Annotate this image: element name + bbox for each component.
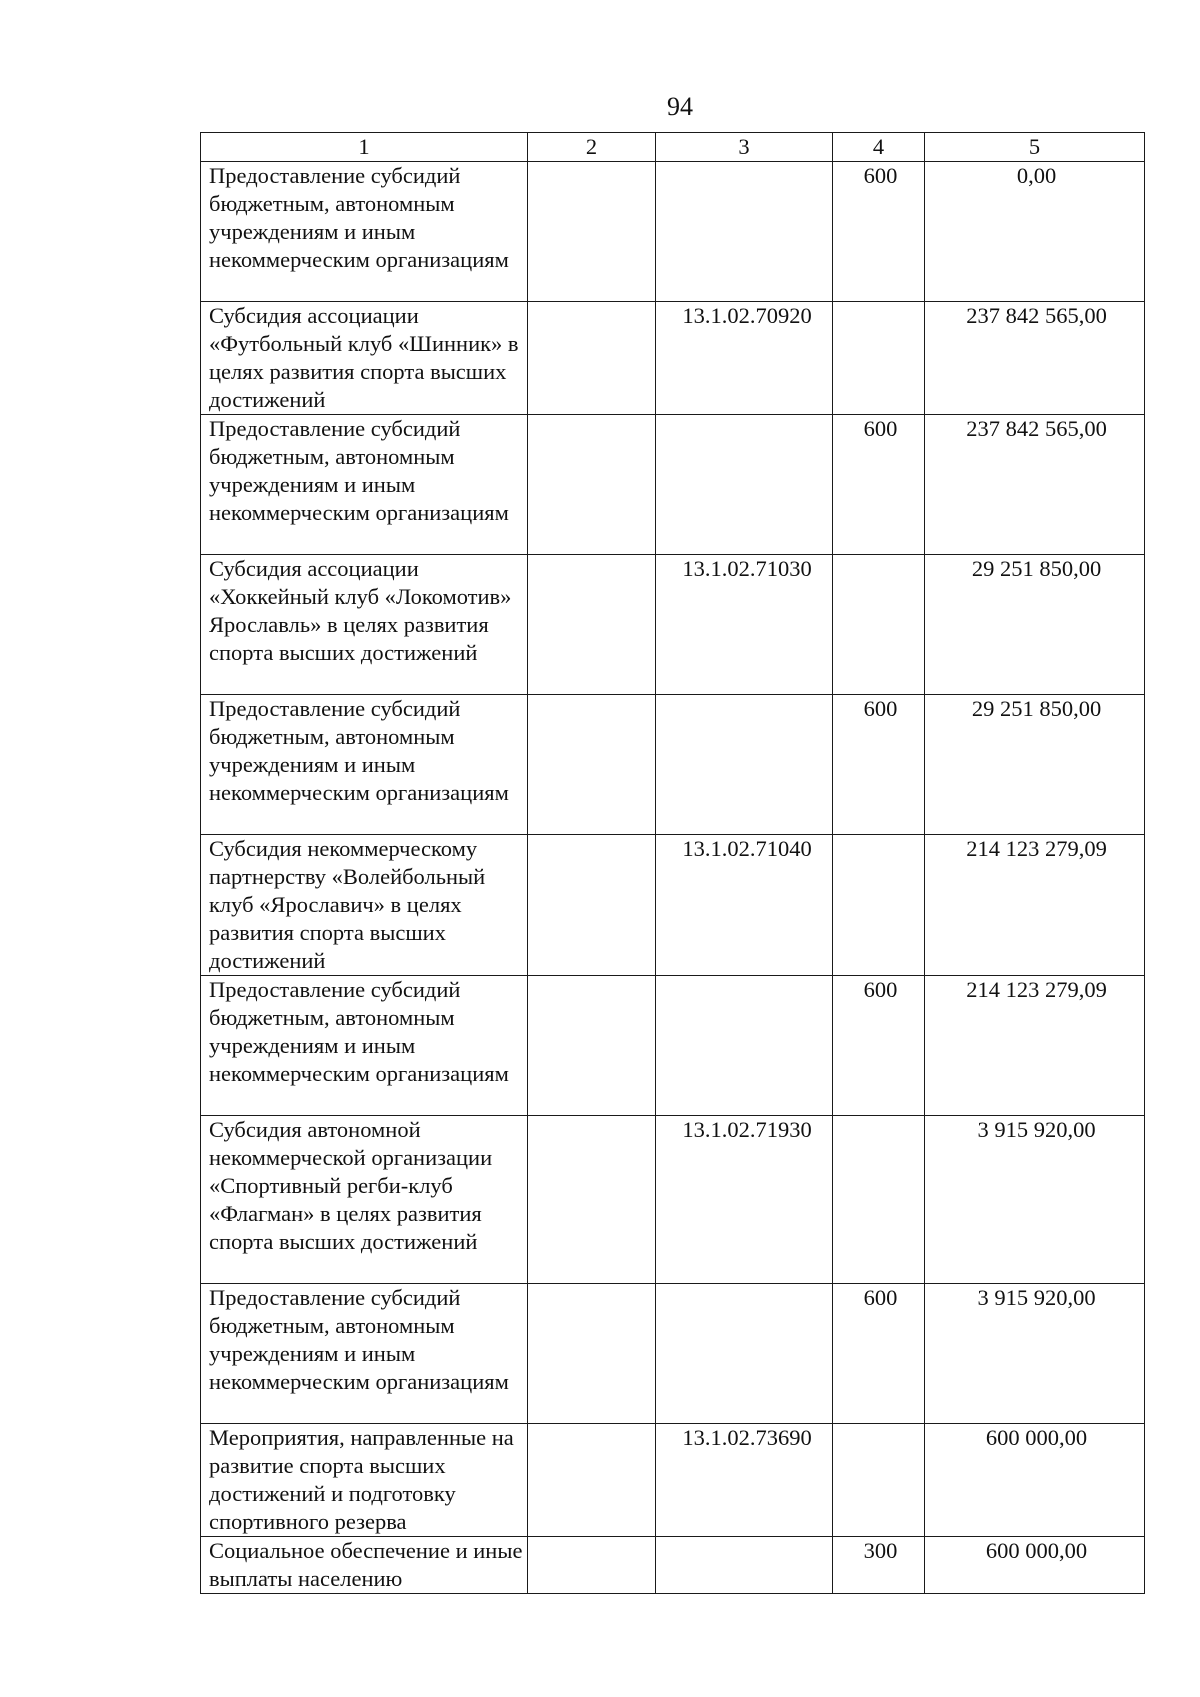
row-type-cell: 300 [833,1537,925,1594]
row-col2-cell [528,695,656,835]
row-col2-cell [528,162,656,302]
table-row [201,695,1145,835]
table-row [201,162,1145,302]
row-col2-cell [528,1424,656,1537]
row-type-cell: 600 [833,1284,925,1424]
table-row [201,1116,1145,1284]
row-amount-cell: 214 123 279,09 [925,835,1145,976]
table-row [201,302,1145,415]
row-col2-cell [528,835,656,976]
row-code-cell [656,695,833,835]
header-cell: 1 [201,133,528,162]
row-col2-cell [528,302,656,415]
row-name-cell: Предоставление субсидий бюджетным, автономным учреждениям и иным некоммерческим организациям [201,695,528,835]
table-row [201,835,1145,976]
row-name-cell: Предоставление субсидий бюджетным, автономным учреждениям и иным некоммерческим организациям [201,976,528,1116]
row-amount-cell: 600 000,00 [925,1424,1145,1537]
row-code-cell [656,415,833,555]
table-row [201,415,1145,555]
row-amount-cell: 29 251 850,00 [925,695,1145,835]
row-col2-cell [528,555,656,695]
row-name-cell: Предоставление субсидий бюджетным, автономным учреждениям и иным некоммерческим организациям [201,162,528,302]
row-amount-cell: 3 915 920,00 [925,1116,1145,1284]
row-amount-cell: 29 251 850,00 [925,555,1145,695]
budget-table [200,132,1145,1594]
row-type-cell: 600 [833,415,925,555]
row-type-cell [833,1424,925,1537]
row-type-cell: 600 [833,162,925,302]
row-col2-cell [528,415,656,555]
row-code-cell [656,976,833,1116]
row-amount-cell: 3 915 920,00 [925,1284,1145,1424]
table-row [201,976,1145,1116]
row-code-cell: 13.1.02.73690 [656,1424,833,1537]
row-amount-cell: 237 842 565,00 [925,302,1145,415]
table-row [201,555,1145,695]
row-type-cell [833,1116,925,1284]
row-name-cell: Мероприятия, направленные на развитие спорта высших достижений и подготовку спортивного резерва [201,1424,528,1537]
table-header-row [201,133,1145,162]
row-amount-cell: 600 000,00 [925,1537,1145,1594]
row-code-cell: 13.1.02.71930 [656,1116,833,1284]
row-col2-cell [528,1537,656,1594]
row-col2-cell [528,1284,656,1424]
row-name-cell: Предоставление субсидий бюджетным, автономным учреждениям и иным некоммерческим организациям [201,1284,528,1424]
row-col2-cell [528,976,656,1116]
header-cell: 4 [833,133,925,162]
row-type-cell [833,555,925,695]
row-code-cell [656,1284,833,1424]
table-row [201,1537,1145,1594]
header-cell: 3 [656,133,833,162]
row-type-cell: 600 [833,695,925,835]
row-amount-cell: 0,00 [925,162,1145,302]
table-row [201,1424,1145,1537]
row-col2-cell [528,1116,656,1284]
row-name-cell: Субсидия ассоциации «Футбольный клуб «Шинник» в целях развития спорта высших достижений [201,302,528,415]
row-name-cell: Субсидия автономной некоммерческой организации «Спортивный регби-клуб «Флагман» в целях развития спорта высших достижений [201,1116,528,1284]
row-code-cell: 13.1.02.71040 [656,835,833,976]
row-code-cell: 13.1.02.70920 [656,302,833,415]
table-row [201,1284,1145,1424]
row-name-cell: Субсидия некоммерческому партнерству «Волейбольный клуб «Ярославич» в целях развития спорта высших достижений [201,835,528,976]
header-cell: 5 [925,133,1145,162]
row-code-cell: 13.1.02.71030 [656,555,833,695]
header-cell: 2 [528,133,656,162]
row-name-cell: Субсидия ассоциации «Хоккейный клуб «Локомотив» Ярославль» в целях развития спорта высших достижений [201,555,528,695]
row-code-cell [656,1537,833,1594]
row-type-cell [833,835,925,976]
row-amount-cell: 214 123 279,09 [925,976,1145,1116]
row-type-cell: 600 [833,976,925,1116]
row-code-cell [656,162,833,302]
row-name-cell: Социальное обеспечение и иные выплаты населению [201,1537,528,1594]
row-amount-cell: 237 842 565,00 [925,415,1145,555]
row-name-cell: Предоставление субсидий бюджетным, автономным учреждениям и иным некоммерческим организациям [201,415,528,555]
row-type-cell [833,302,925,415]
page-number: 94 [667,92,693,121]
